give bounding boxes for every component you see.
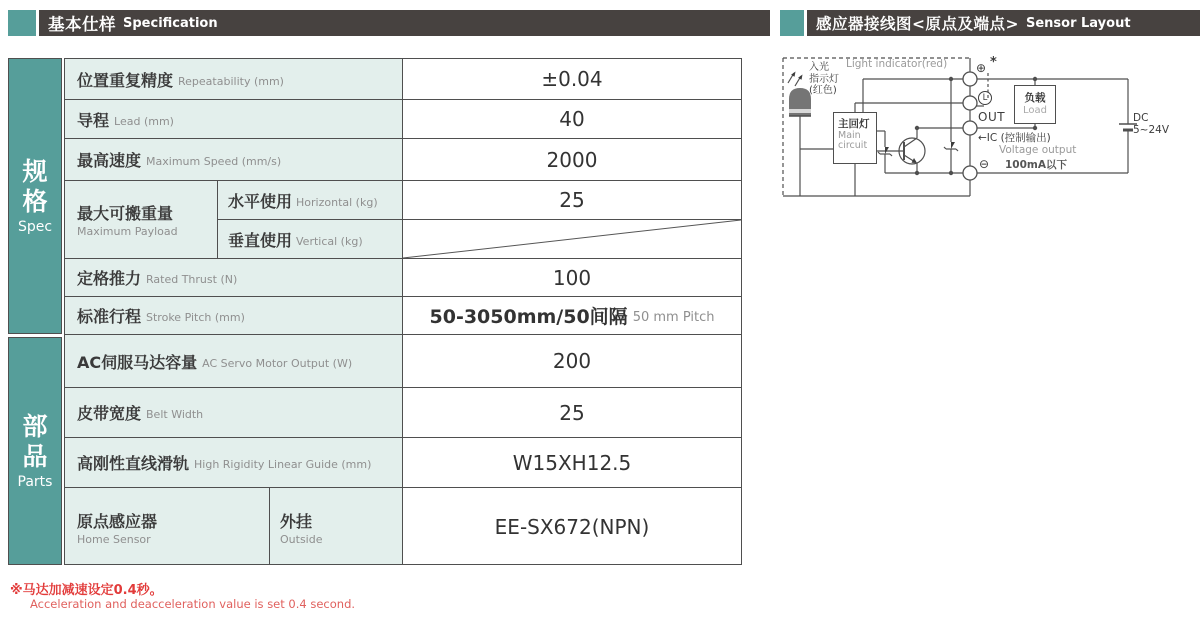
row-label-zh: 皮带宽度 [77,404,142,423]
row-value: 50-3050mm/50间隔 [429,306,628,328]
sub-row-label [218,181,403,219]
table-row-linear-guide [65,438,741,488]
dc-label: DC [1133,112,1149,124]
row-label-zh: 高刚性直线滑轨 [77,454,190,473]
row-label-en: Home Sensor [77,532,151,546]
row-label-zh: 定格推力 [77,269,142,288]
table-row-max-payload-group [65,181,741,259]
voltage-output-label: Voltage output [999,144,1077,156]
light-zh-line3: (红色) [809,85,837,96]
sub-row-label [218,220,403,258]
row-label-en: AC Servo Motor Output (W) [202,356,353,370]
row-value-suffix: 50 mm Pitch [632,309,715,325]
sub-label-en: Horizontal (kg) [296,195,378,209]
sub-label-en: Vertical (kg) [296,234,363,248]
terminal-plus-asterisk: * [990,55,997,70]
section-spec-zh: 规格 [22,157,48,216]
row-label [65,297,403,334]
teal-accent-square [8,10,36,36]
row-value-cell [403,388,741,437]
table-row-stroke-pitch [65,297,741,335]
row-label [65,181,218,258]
row-value: 2000 [546,147,598,172]
row-label [65,388,403,437]
row-label [65,100,403,138]
diagonal-line [403,220,741,258]
row-label-en: Lead (mm) [114,114,174,128]
row-value-cell [403,297,741,334]
terminal-l-symbol: L [978,91,992,105]
spec-title-zh: 基本仕样 [48,15,116,34]
row-label-en: Maximum Speed (mm/s) [146,155,282,168]
terminal-plus-circle [963,72,977,86]
sensor-layout-section-header [780,10,1200,36]
light-indicator-label-zh [809,62,839,97]
row-value-cell [403,259,741,296]
sub-row-vertical [218,220,741,258]
dc-supply-label [1133,112,1169,136]
row-label-en: High Rigidity Linear Guide (mm) [194,458,372,471]
home-sensor-mount-cell [270,488,403,565]
light-indicator-label-en: Light indicator(red) [846,58,948,70]
payload-subrows [218,181,741,258]
section-column [8,58,62,565]
row-label-en: Stroke Pitch (mm) [146,311,245,324]
row-label-en: Rated Thrust (N) [146,273,238,286]
load-zh: 负载 [1024,92,1046,104]
row-value: 25 [559,400,585,425]
row-label-zh: 最高速度 [77,151,142,170]
row-value: 25 [559,188,585,212]
row-value: W15XH12.5 [512,450,632,475]
table-row-repeatability [65,59,741,100]
row-value-cell [403,181,741,219]
table-row-lead [65,100,741,139]
row-value: EE-SX672(NPN) [494,515,650,539]
row-value: ±0.04 [541,67,603,91]
row-label [65,259,403,296]
table-row-servo-output [65,335,741,388]
row-label-zh: 标准行程 [77,307,142,326]
row-value: 200 [552,349,592,373]
spec-section-header [8,10,770,36]
terminal-out-label: OUT [978,110,1006,124]
main-circuit-en: Main circuit [838,130,868,151]
terminal-plus-symbol: ⊕ [976,61,987,75]
section-parts-en: Parts [17,474,53,490]
row-label-en: Belt Width [146,408,204,421]
table-row-max-speed [65,139,741,181]
table-body [64,58,742,565]
row-label-zh: 位置重复精度 [77,70,174,90]
section-spec-en: Spec [17,219,53,235]
sub-label-zh: 水平使用 [228,191,293,211]
load-en: Load [1023,105,1047,116]
led-indicator-icon [789,88,811,116]
dc-range: 5~24V [1133,124,1170,137]
sensor-header-bar [807,10,1200,36]
row-value-cell [403,488,741,565]
table-row-belt-width [65,388,741,438]
row-label-zh: AC伺服马达容量 [77,352,198,372]
row-value-cell [403,438,741,487]
sensor-wiring-diagram [778,52,1200,214]
terminal-minus-circle [963,166,977,180]
load-box [1014,85,1056,124]
teal-accent-square [780,10,804,36]
sensor-title-zh: 感应器接线图<原点及端点> [816,15,1019,33]
main-circuit-zh: 主回灯 [838,118,870,130]
row-value-cell [403,335,741,387]
row-value: 100 [552,265,592,290]
sensor-title-en: Sensor Layout [1025,15,1131,31]
main-circuit-box [833,112,877,164]
terminal-out-circle [963,121,977,135]
row-label-en: Maximum Payload [77,225,178,238]
section-header-spec [8,58,62,334]
row-value-cell [403,59,741,99]
row-label [65,438,403,487]
light-zh-line2: 指示灯 [809,73,839,85]
terminal-minus-symbol: ⊖ [979,157,990,171]
sub-label-zh: 垂直使用 [228,230,293,250]
current-limit-label: 100mA以下 [1005,159,1067,171]
row-label [65,335,403,387]
section-parts-zh: 部品 [22,412,48,471]
row-label [65,59,403,99]
row-label-zh: 导程 [77,110,110,130]
not-applicable-diagonal-cell [403,220,741,258]
section-header-parts [8,337,62,565]
row-label [65,139,403,180]
sub-label-en: Outside [280,532,323,546]
footnote-en: Acceleration and deacceleration value is set 0.4 second. [30,597,356,611]
specification-table [8,58,742,565]
spec-title-en: Specification [123,15,218,31]
sub-row-horizontal [218,181,741,220]
sub-label-zh: 外挂 [280,511,313,531]
row-value-cell [403,100,741,138]
terminal-l-circle [963,96,977,110]
table-row-home-sensor [65,488,741,565]
row-value-cell [403,139,741,180]
row-value: 40 [559,107,585,131]
table-row-rated-thrust [65,259,741,297]
ic-output-label: ←IC (控制输出) [978,132,1051,144]
row-label [65,488,270,565]
row-label-en: Repeatability (mm) [178,74,284,88]
footnote-zh: ※马达加减速设定0.4秒。 [10,583,163,598]
row-label-zh: 最大可搬重量 [77,204,174,223]
light-zh-line1: 入光 [809,62,829,73]
row-label-zh: 原点感应器 [77,511,158,531]
spec-header-bar [39,10,770,36]
